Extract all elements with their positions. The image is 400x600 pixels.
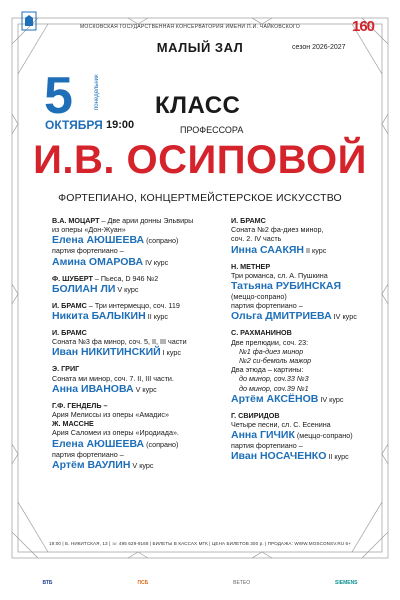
specialty: ФОРТЕПИАНО, КОНЦЕРТМЕЙСТЕРСКОЕ ИСКУССТВО — [58, 192, 342, 204]
sponsor-logo: SIEMENS — [335, 580, 358, 586]
event-time: 19:00 — [106, 119, 135, 131]
sponsor-strip — [0, 574, 400, 592]
program-item: И. БРАМС Соната №2 фа-диез минор, соч. 2. IV часть Инна СААКЯН II курс — [231, 216, 327, 256]
season-label: сезон 2026-2027 — [292, 44, 346, 51]
program-item: Г.Ф. ГЕНДЕЛЬ – Ария Мелиссы из оперы «Амадис» Ж. МАССНЕ Ария Саломеи из оперы «Иродиада». Елена АЮШЕЕВА (сопрано) партия фортепиано – Артём ВАУЛИН V курс — [52, 400, 179, 471]
program-item: И. БРАМС – Три интермеццо, соч. 119 Никита БАЛЫКИН II курс — [52, 300, 180, 323]
sponsor-logo: BETEO — [233, 580, 251, 586]
title-professor: ПРОФЕССОРА — [180, 125, 244, 135]
anniversary-logo: 160 — [352, 18, 375, 35]
program-item: Ф. ШУБЕРТ – Пьеса, D 946 №2 БОЛИАН ЛИ V курс — [52, 273, 159, 295]
program-item: Г. СВИРИДОВ Четыре песни, сл. С. Есенина Анна ГИЧИК (меццо-сопрано) партия фортепиано – Иван НОСАЧЕНКО II курс — [231, 410, 353, 463]
event-day: 5 — [44, 67, 73, 125]
event-month: ОКТЯБРЯ — [45, 118, 103, 132]
program-item: С. РАХМАНИНОВ Две прелюдии, соч. 23: №1 фа-диез минор №2 си-бемоль мажор Два этюда – картины: до минор, соч.33 №3 до минор, соч.39 №1 Артём АКСЁНОВ IV курс — [231, 328, 344, 405]
event-weekday-wrap — [94, 74, 130, 116]
hall-name: МАЛЫЙ ЗАЛ — [156, 40, 244, 55]
footer-info: 19:00 | Б. НИКИТСКАЯ, 13 | ☏ 495 629-9168 | БИЛЕТЫ В КАССАХ МГК | ЦЕНА БИЛЕТОВ 300 р. | ПРОДАЖА: WWW.MOSCONSV.RU 6+ — [49, 541, 351, 546]
program-item: Э. ГРИГ Соната ми минор, соч. 7. II, III части. Анна ИВАНОВА V курс — [52, 364, 174, 395]
sponsor-logo: ПСБ — [137, 580, 149, 586]
conservatory-emblem-icon — [20, 10, 38, 32]
program-left — [52, 216, 222, 477]
title-klass: КЛАСС — [155, 92, 241, 119]
professor-name: И.В. ОСИПОВОЙ — [33, 138, 367, 182]
program-right — [231, 216, 361, 468]
event-weekday: понедельник — [94, 74, 100, 110]
sponsor-logo: ВТБ — [42, 580, 53, 586]
program-item: И. БРАМС Соната №3 фа минор, соч. 5, II, III части Иван НИКИТИНСКИЙ I курс — [52, 328, 187, 359]
institution-name: МОСКОВСКАЯ ГОСУДАРСТВЕННАЯ КОНСЕРВАТОРИЯ ИМЕНИ П.И. ЧАЙКОВСКОГО — [79, 24, 301, 30]
program-item: Н. МЕТНЕР Три романса, сл. А. Пушкина Татьяна РУБИНСКАЯ (меццо-сопрано) партия фортепиано – Ольга ДМИТРИЕВА IV курс — [231, 261, 357, 323]
program-item: В.А. МОЦАРТ – Две арии донны Эльвиры из оперы «Дон-Жуан» Елена АЮШЕЕВА (сопрано) партия фортепиано – Амина ОМАРОВА IV курс — [52, 216, 194, 268]
